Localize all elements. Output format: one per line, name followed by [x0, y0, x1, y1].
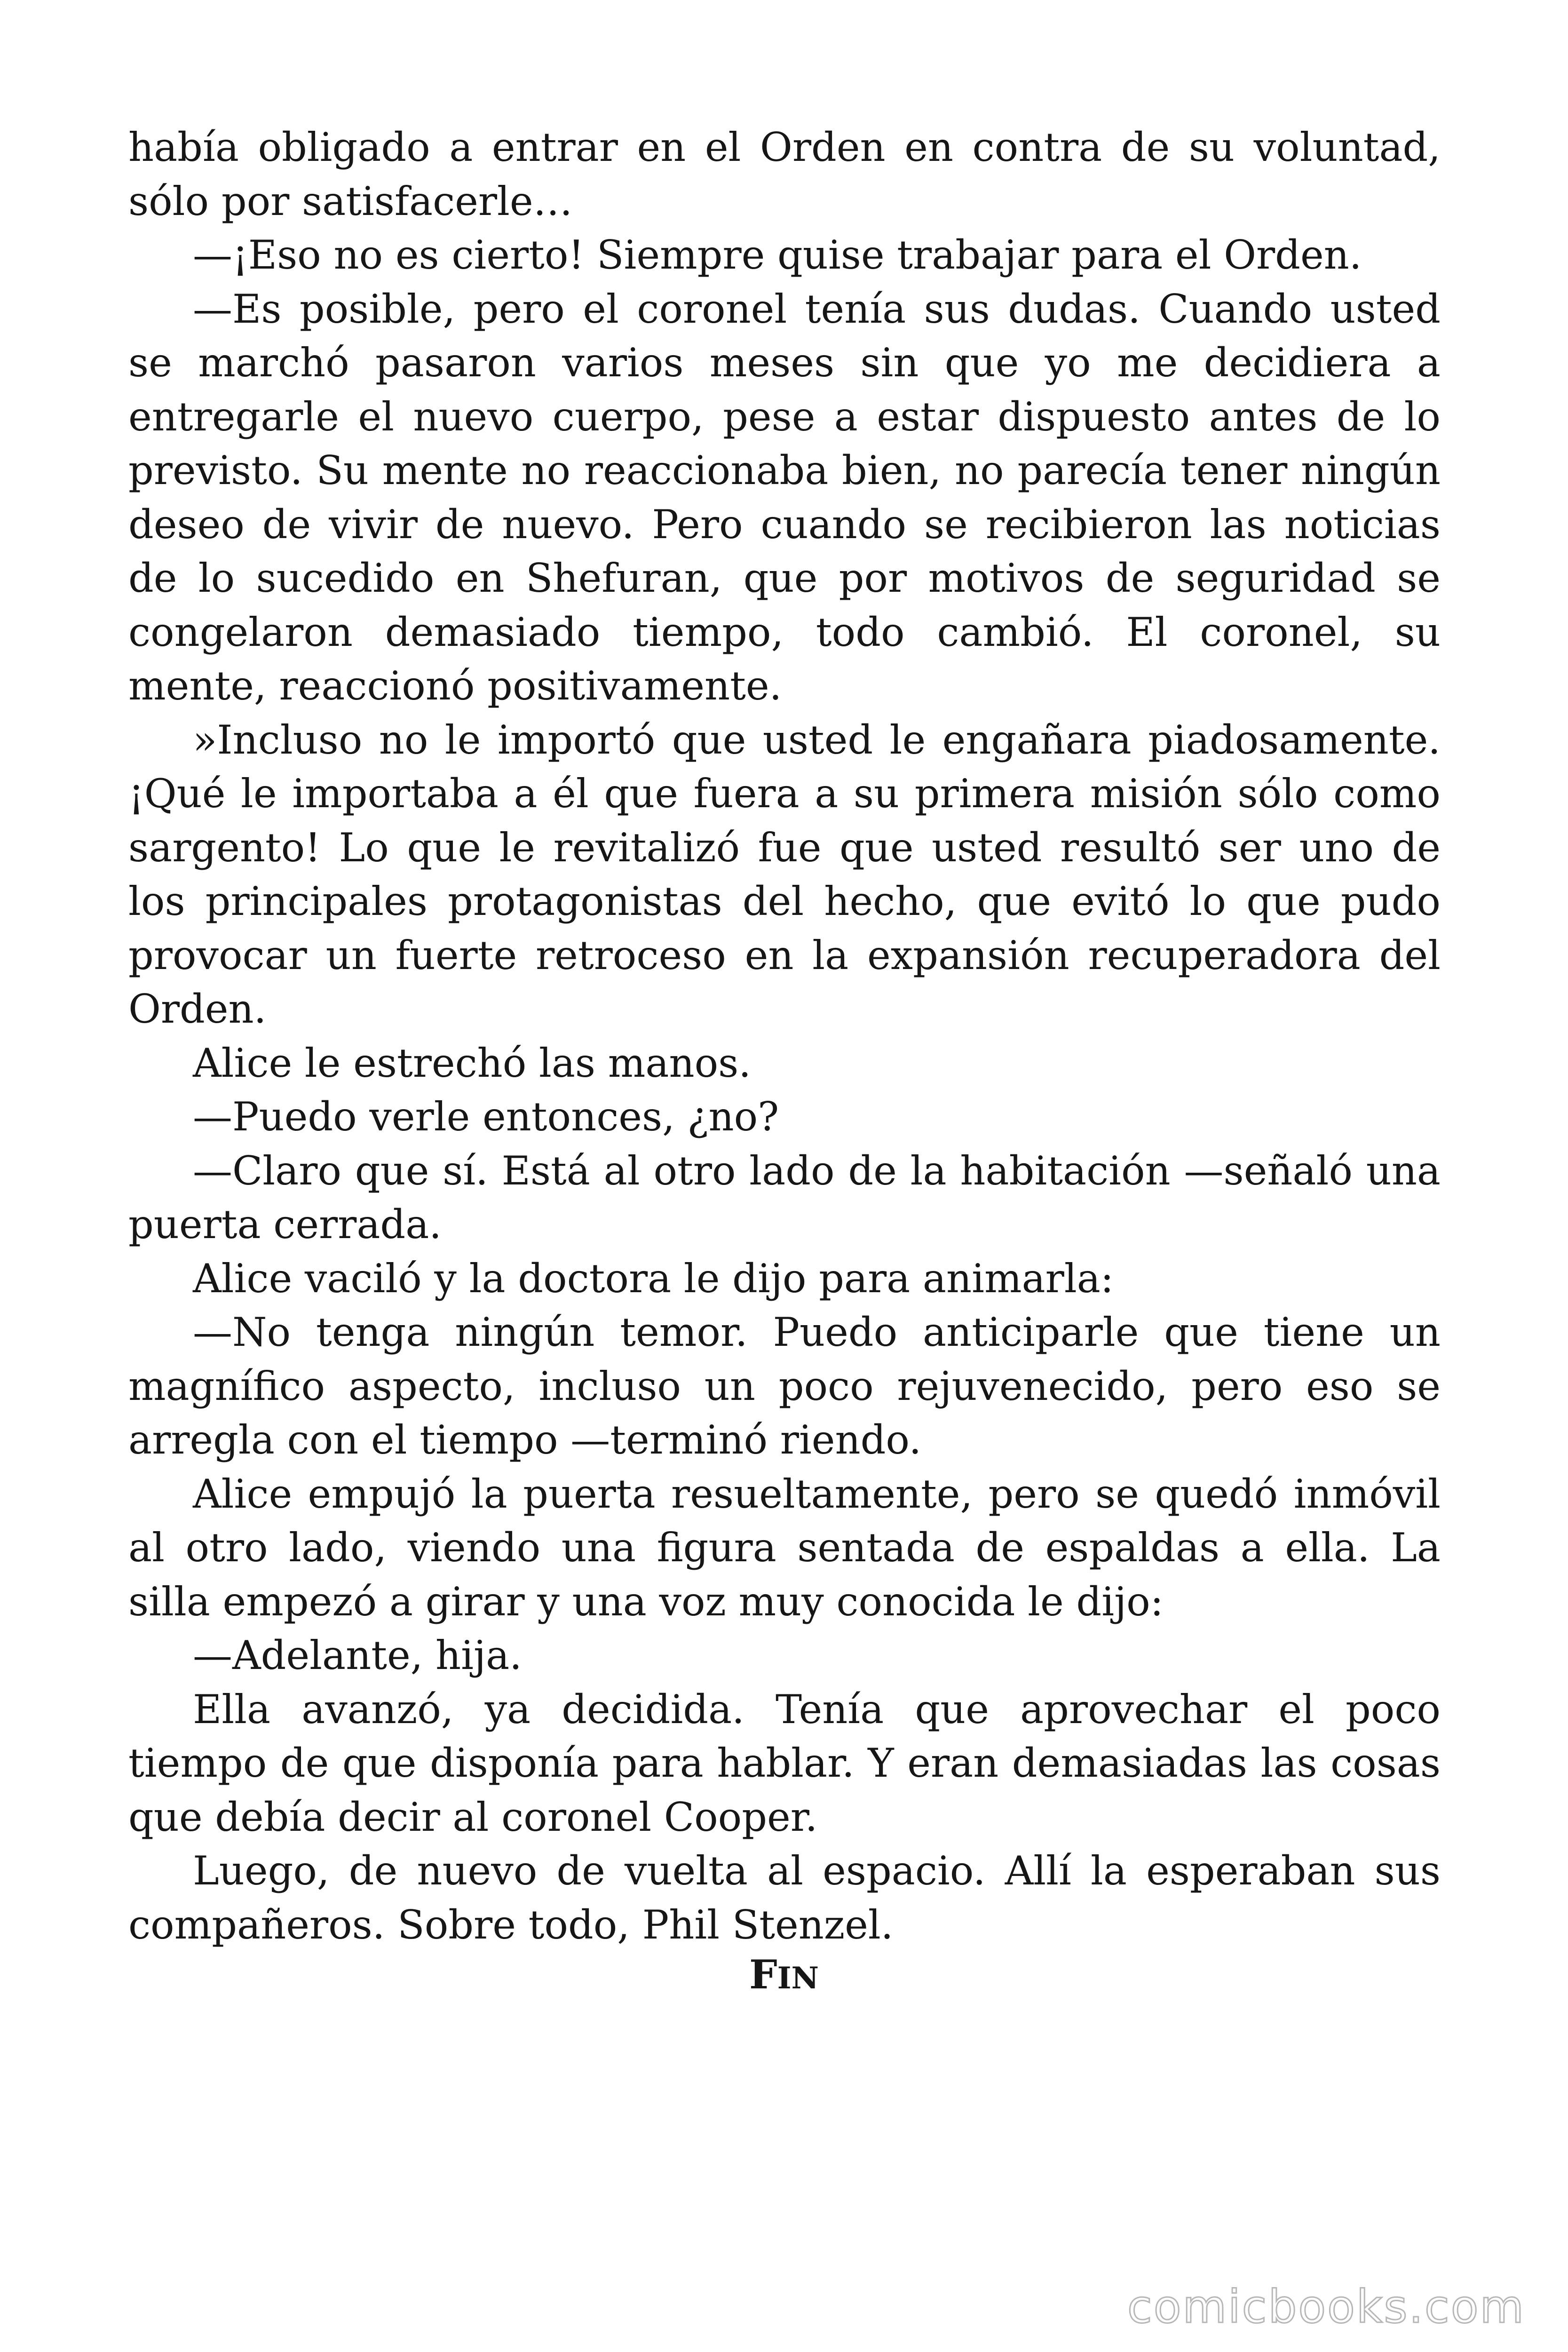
paragraph: Alice vaciló y la doctora le dijo para animarla: [193, 1255, 1114, 1302]
paragraph: —Adelante, hija. [193, 1632, 522, 1678]
watermark: comicbooks.com [1127, 2280, 1525, 2333]
paragraph: —¡Eso no es cierto! Siempre quise trabajar para el Orden. [193, 232, 1362, 278]
paragraph: Alice empujó la puerta resueltamente, pero se quedó inmóvil al otro lado, viendo una figura sentada de espaldas a ella. La silla empezó a girar y una voz muy conocida le dijo: [128, 1470, 1441, 1625]
end-heading-rest: IN [777, 1961, 819, 1996]
end-heading [0, 1951, 1568, 1998]
paragraph: —Puedo verle entonces, ¿no? [193, 1094, 779, 1140]
paragraph: —Claro que sí. Está al otro lado de la habitación —señaló una puerta cerrada. [128, 1147, 1441, 1248]
end-heading-initial: F [749, 1951, 777, 1998]
paragraph: —Es posible, pero el coronel tenía sus dudas. Cuando usted se marchó pasaron varios meses sin que yo me decidiera a entregarle el nuevo cuerpo, pese a estar dispuesto antes de lo previsto. Su mente no reaccionaba bien, no parecía tener ningún deseo de vivir de nuevo. Pero cuando se recibieron las noticias de lo sucedido en Shefuran, que por motivos de seguridad se congelaron demasiado tiempo, todo cambió. El coronel, su mente, reaccionó positivamente. [128, 286, 1441, 709]
paragraph: »Incluso no le importó que usted le engañara piadosamente. ¡Qué le importaba a él que fuera a su primera misión sólo como sargento! Lo que le revitalizó fue que usted resultó ser uno de los principales protagonistas del hecho, que evitó lo que pudo provocar un fuerte retroceso en la expansión recuperadora del Orden. [128, 716, 1441, 1032]
paragraph: —No tenga ningún temor. Puedo anticiparle que tiene un magnífico aspecto, incluso un poco rejuvenecido, pero eso se arregla con el tiempo —terminó riendo. [128, 1309, 1441, 1463]
paragraph: Alice le estrechó las manos. [193, 1040, 751, 1086]
paragraph: Ella avanzó, ya decidida. Tenía que aprovechar el poco tiempo de que disponía para hablar. Y eran demasiadas las cosas que debía decir al coronel Cooper. [128, 1686, 1441, 1840]
body-text [128, 120, 1441, 1952]
paragraph: Luego, de nuevo de vuelta al espacio. Allí la esperaban sus compañeros. Sobre todo, Phil Stenzel. [128, 1848, 1441, 1948]
paragraph: había obligado a entrar en el Orden en contra de su voluntad, sólo por satisfacerle… [128, 124, 1441, 224]
